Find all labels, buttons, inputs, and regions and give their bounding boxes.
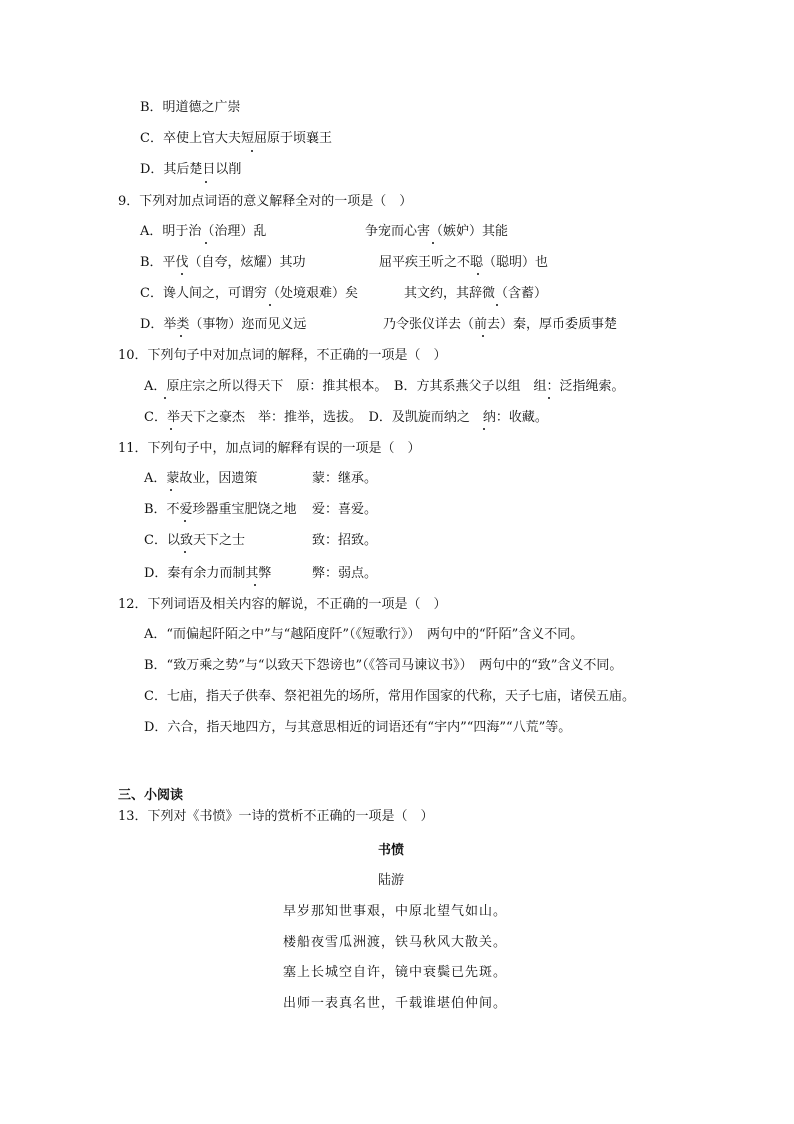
emphasis-dot (496, 304, 498, 306)
poem-author: 陆游 (378, 873, 405, 888)
q13-stem: 13．下列对《书愤》一诗的赏析不正确的一项是（ ） (118, 809, 434, 824)
emphasis-dot (482, 335, 484, 337)
emphasis-dot (170, 489, 172, 491)
q9-option-d-right: 乃令张仪详去（前去）秦，厚币委质事楚 (383, 317, 618, 332)
emphasis-dot (205, 181, 207, 183)
emphasis-dot (184, 520, 186, 522)
poem-line: 早岁那知世事艰，中原北望气如山。 (283, 904, 508, 919)
q11-stem: 11．下列句子中，加点词的解释有误的一项是（ ） (118, 441, 421, 456)
q11-option-b-left: B．不爱珍器重宝肥饶之地 (144, 502, 297, 517)
q10-stem: 10．下列句子中对加点词的解释，不正确的一项是（ ） (118, 348, 447, 363)
q10-row-2: C．举天下之豪杰 举：推举，选拔。 D．及凯旋而纳之 纳：收藏。 (144, 410, 548, 425)
q8-option-d: D．其后楚日以削 (140, 162, 242, 177)
emphasis-dot (184, 551, 186, 553)
q12-option-c: C．七庙，指天子供奉、祭祀祖先的场所，常用作国家的代称，天子七庙，诸侯五庙。 (144, 689, 635, 704)
q11-option-a-left: A．蒙故业，因遗策 (144, 471, 258, 486)
poem-line: 出师一表真名世，千载谁堪伯仲间。 (283, 996, 508, 1011)
emphasis-dot (477, 273, 479, 275)
q11-option-d-left: D．秦有余力而制其弊 (144, 566, 272, 581)
q8-option-c: C．卒使上官大夫短屈原于顷襄王 (140, 131, 332, 146)
q11-option-c-left: C．以致天下之士 (144, 533, 245, 548)
section-heading: 三、小阅读 (118, 788, 184, 803)
q10-row-1: A．原庄宗之所以得天下 原：推其根本。 B．方其系燕父子以组 组：泛指绳索。 (144, 379, 625, 394)
q11-option-d-right: 弊：弱点。 (312, 566, 378, 581)
emphasis-dot (181, 273, 183, 275)
q9-option-b-right: 屈平疾王听之不聪（聪明）也 (379, 255, 549, 270)
emphasis-dot (251, 150, 253, 152)
emphasis-dot (548, 397, 550, 399)
q9-option-c-left: C．谗人间之，可谓穷（处境艰难）矣 (140, 286, 358, 301)
q11-option-a-right: 蒙：继承。 (312, 471, 378, 486)
q8-option-b: B．明道德之广崇 (140, 100, 241, 115)
q9-option-a-right: 争宠而心害（嫉妒）其能 (365, 224, 509, 239)
q12-stem: 12．下列词语及相关内容的解说，不正确的一项是（ ） (118, 597, 447, 612)
q9-option-b-left: B．平伐（自夸，炫耀）其功 (140, 255, 306, 270)
q9-option-c-right: 其文约，其辞微（含蓄） (404, 286, 548, 301)
emphasis-dot (432, 242, 434, 244)
q11-option-b-right: 爱：喜爱。 (312, 502, 378, 517)
emphasis-dot (164, 397, 166, 399)
q12-option-d: D．六合，指天地四方，与其意思相近的词语还有“宇内”“四海”“八荒”等。 (144, 720, 572, 735)
poem-line: 塞上长城空自许，镜中衰鬓已先斑。 (283, 965, 508, 980)
emphasis-dot (205, 242, 207, 244)
q9-option-a-left: A．明于治（治理）乱 (140, 224, 267, 239)
emphasis-dot (269, 304, 271, 306)
q9-stem: 9．下列对加点词语的意义解释全对的一项是（ ） (118, 194, 413, 209)
q12-option-b: B．“致万乘之势”与“以致天下怨谤也”（《答司马谏议书》） 两句中的“致”含义不同。 (144, 658, 623, 673)
q11-option-c-right: 致：招致。 (312, 533, 378, 548)
q9-option-d-left: D．举类（事物）迩而见义远 (140, 317, 307, 332)
poem-title: 书愤 (378, 843, 405, 858)
emphasis-dot (180, 335, 182, 337)
q12-option-a: A．“而偏起阡陌之中”与“越陌度阡”（《短歌行》） 两句中的“阡陌”含义不同。 (144, 627, 584, 642)
poem-line: 楼船夜雪瓜洲渡，铁马秋风大散关。 (283, 935, 508, 950)
emphasis-dot (170, 428, 172, 430)
emphasis-dot (254, 584, 256, 586)
emphasis-dot (483, 428, 485, 430)
